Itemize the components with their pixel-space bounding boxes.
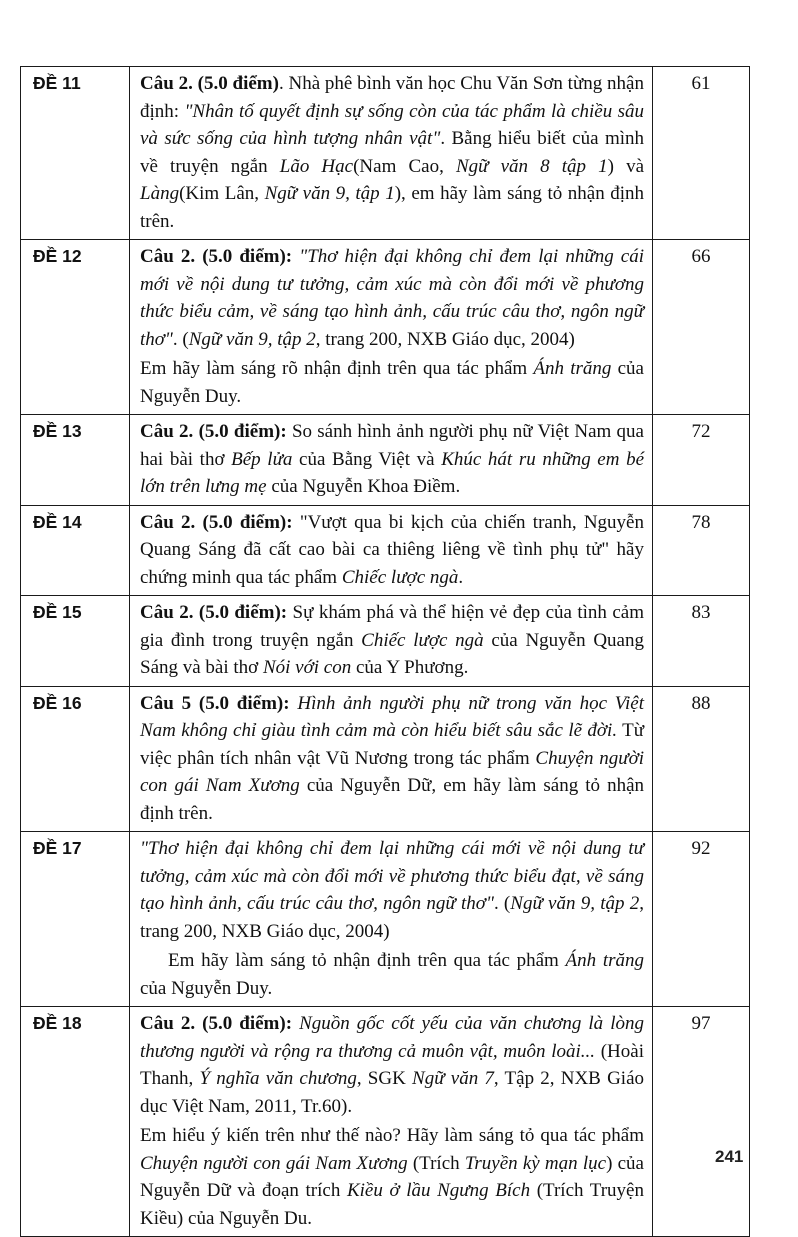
italic-text: Chuyện người con gái Nam Xương [140, 1152, 408, 1174]
body-text: Em hãy làm sáng tỏ nhận định trên qua tác phẩm [168, 950, 566, 971]
exam-entry-row [21, 832, 750, 1007]
italic-text: Ngữ văn 8 tập 1 [455, 155, 608, 177]
exam-entry-row [21, 596, 750, 687]
question-label: Câu 2. (5.0 điểm): [140, 421, 287, 442]
italic-text: Ngữ văn 9, tập 2 [510, 893, 640, 914]
question-paragraph [140, 599, 644, 682]
body-text: của Nguyễn Khoa Điềm. [266, 476, 461, 497]
body-text: , trang 200, NXB Giáo dục, 2004) [140, 893, 644, 942]
body-text: Em hiểu ý kiến trên như thế nào? Hãy làm sáng tỏ qua tác phẩm [140, 1125, 644, 1146]
body-text: , trang 200, NXB Giáo dục, 2004) [315, 328, 575, 350]
question-paragraph [140, 1010, 644, 1120]
exam-code: ĐỀ 15 [21, 596, 130, 687]
italic-text: Lão Hạc [279, 155, 354, 177]
body-text: của Bằng Việt và [292, 448, 442, 470]
exam-code: ĐỀ 13 [21, 415, 130, 506]
page-number: 241 [715, 1147, 744, 1166]
body-text: , SGK [356, 1068, 413, 1089]
exam-question [130, 596, 653, 687]
exam-question [130, 240, 653, 415]
question-paragraph [140, 690, 644, 828]
exam-question [130, 686, 653, 832]
exam-entry-row [21, 415, 750, 506]
question-label: Câu 2. (5.0 điểm): [140, 602, 288, 623]
page-reference: 72 [653, 415, 750, 506]
page-reference: 88 [653, 686, 750, 832]
body-text: ), em hãy làm sáng tỏ nhận định trên. [140, 183, 645, 232]
body-text: của Y Phương. [351, 657, 469, 678]
question-paragraph [140, 509, 644, 592]
italic-text: Truyền kỳ mạn lục [464, 1152, 607, 1174]
exam-code: ĐỀ 11 [21, 67, 130, 240]
exam-index-table [20, 66, 750, 1237]
page-reference: 92 [653, 832, 750, 1007]
body-text: Từ việc phân tích nhân vật Vũ Nương trong tác phẩm [140, 720, 644, 769]
body-text: Em hãy làm sáng rõ nhận định trên qua tác phẩm [140, 358, 534, 379]
question-paragraph [140, 835, 644, 945]
italic-text: "Nhân tố quyết định sự sống còn của tác phẩm là chiều sâu và sức sống của hình tượng nhân vật" [140, 100, 645, 149]
page-reference: 61 [653, 67, 750, 240]
exam-code: ĐỀ 12 [21, 240, 130, 415]
question-label: Câu 2. (5.0 điểm): [140, 246, 293, 267]
exam-code: ĐỀ 18 [21, 1007, 130, 1237]
italic-text: Chiếc lược ngà [361, 629, 484, 651]
body-text: của Nguyễn Duy. [140, 977, 273, 999]
italic-text: Chuyện người con gái Nam Xương [140, 747, 645, 796]
exam-question [130, 505, 653, 596]
italic-text: "Thơ hiện đại không chỉ đem lại những cái mới về nội dung tư tưởng, cảm xúc mà còn đổi mới về phương thức biểu cảm, về sáng tạo hình ảnh, cấu trúc câu thơ, ngôn ngữ thơ" [140, 246, 645, 350]
exam-entry-row [21, 686, 750, 832]
question-label: Câu 5 (5.0 điểm): [140, 692, 290, 714]
body-text: (Trích Truyện Kiều) của Nguyễn Du. [140, 1180, 644, 1229]
page-reference: 78 [653, 505, 750, 596]
exam-index-body [21, 67, 750, 1237]
exam-question [130, 415, 653, 506]
body-text: , Tập 2, NXB Giáo dục Việt Nam, 2011, Tr.60). [140, 1068, 644, 1117]
exam-entry-row [21, 1007, 750, 1237]
body-text: (Hoài Thanh, [140, 1040, 644, 1089]
question-paragraph [140, 418, 644, 501]
body-text: ) của Nguyễn Dữ và đoạn trích [140, 1152, 644, 1201]
page-reference: 66 [653, 240, 750, 415]
question-paragraph [140, 1122, 644, 1232]
body-text: của Nguyễn Quang Sáng và bài thơ [140, 629, 644, 678]
question-paragraph [140, 355, 644, 410]
body-text: ) và [607, 155, 645, 177]
italic-text: Kiều ở lầu Ngưng Bích [346, 1180, 531, 1201]
italic-text: Ý nghĩa văn chương [199, 1068, 357, 1089]
body-text: Sự khám phá và thể hiện vẻ đẹp của tình cảm gia đình trong truyện ngắn [140, 602, 644, 651]
exam-entry-row [21, 505, 750, 596]
body-text: "Vượt qua bi kịch của chiến tranh, Nguyễn Quang Sáng đã cất cao bài ca thiêng liêng về tình phụ tử" hãy chứng minh qua tác phẩm [140, 511, 644, 588]
italic-text: Ngữ văn 7 [412, 1068, 494, 1089]
exam-code: ĐỀ 16 [21, 686, 130, 832]
exam-entry-row [21, 240, 750, 415]
italic-text: Ánh trăng [533, 358, 612, 379]
italic-text: Hình ảnh người phụ nữ trong văn học Việt Nam không chỉ giàu tình cảm mà còn hiểu biết sâu sắc lẽ đời. [140, 692, 644, 741]
exam-code: ĐỀ 17 [21, 832, 130, 1007]
italic-text: Ánh trăng [565, 950, 644, 971]
italic-text: Ngữ văn 9, tập 1 [264, 183, 395, 204]
body-text: của Nguyễn Duy. [140, 358, 644, 407]
body-text: (Nam Cao, [353, 155, 456, 177]
body-text: của Nguyễn Dữ, em hãy làm sáng tỏ nhận định trên. [140, 775, 644, 824]
body-text: (Trích [407, 1152, 465, 1174]
question-paragraph [140, 947, 644, 1002]
body-text: . [458, 566, 464, 588]
question-label: Câu 2. (5.0 điểm): [140, 1013, 293, 1034]
italic-text: "Thơ hiện đại không chỉ đem lại những cái mới về nội dung tư tưởng, cảm xúc mà còn đổi mới về phương thức biểu đạt, về sáng tạo hình ảnh, cấu trúc câu thơ, ngôn ngữ thơ" [140, 838, 644, 914]
exam-question [130, 1007, 653, 1237]
exam-question [130, 67, 653, 240]
body-text: . ( [493, 893, 511, 914]
italic-text: Nguồn gốc cốt yếu của văn chương là lòng thương người và rộng ra thương cả muôn vật, muôn loài... [140, 1013, 644, 1062]
italic-text: Nói với con [262, 657, 352, 678]
body-text: . Nhà phê bình văn học Chu Văn Sơn từng nhận định: [140, 73, 644, 122]
question-label: Câu 2. (5.0 điểm): [140, 511, 293, 533]
body-text: (Kim Lân, [179, 183, 265, 204]
question-label: Câu 2. (5.0 điểm) [140, 73, 279, 94]
body-text: . Bằng hiểu biết của mình về truyện ngắn [140, 128, 645, 177]
italic-text: Khúc hát ru những em bé lớn trên lưng mẹ [140, 448, 645, 497]
exam-entry-row [21, 67, 750, 240]
body-text: . ( [172, 328, 189, 350]
exam-question [130, 832, 653, 1007]
italic-text: Bếp lửa [231, 448, 293, 470]
italic-text: Ngữ văn 9, tập 2 [188, 328, 316, 350]
exam-code: ĐỀ 14 [21, 505, 130, 596]
page-reference: 83 [653, 596, 750, 687]
italic-text: Chiếc lược ngà [341, 566, 459, 588]
question-paragraph [140, 70, 644, 235]
question-paragraph [140, 243, 644, 353]
page-reference: 97 [653, 1007, 750, 1237]
body-text: So sánh hình ảnh người phụ nữ Việt Nam qua hai bài thơ [140, 421, 644, 470]
italic-text: Làng [140, 183, 180, 204]
